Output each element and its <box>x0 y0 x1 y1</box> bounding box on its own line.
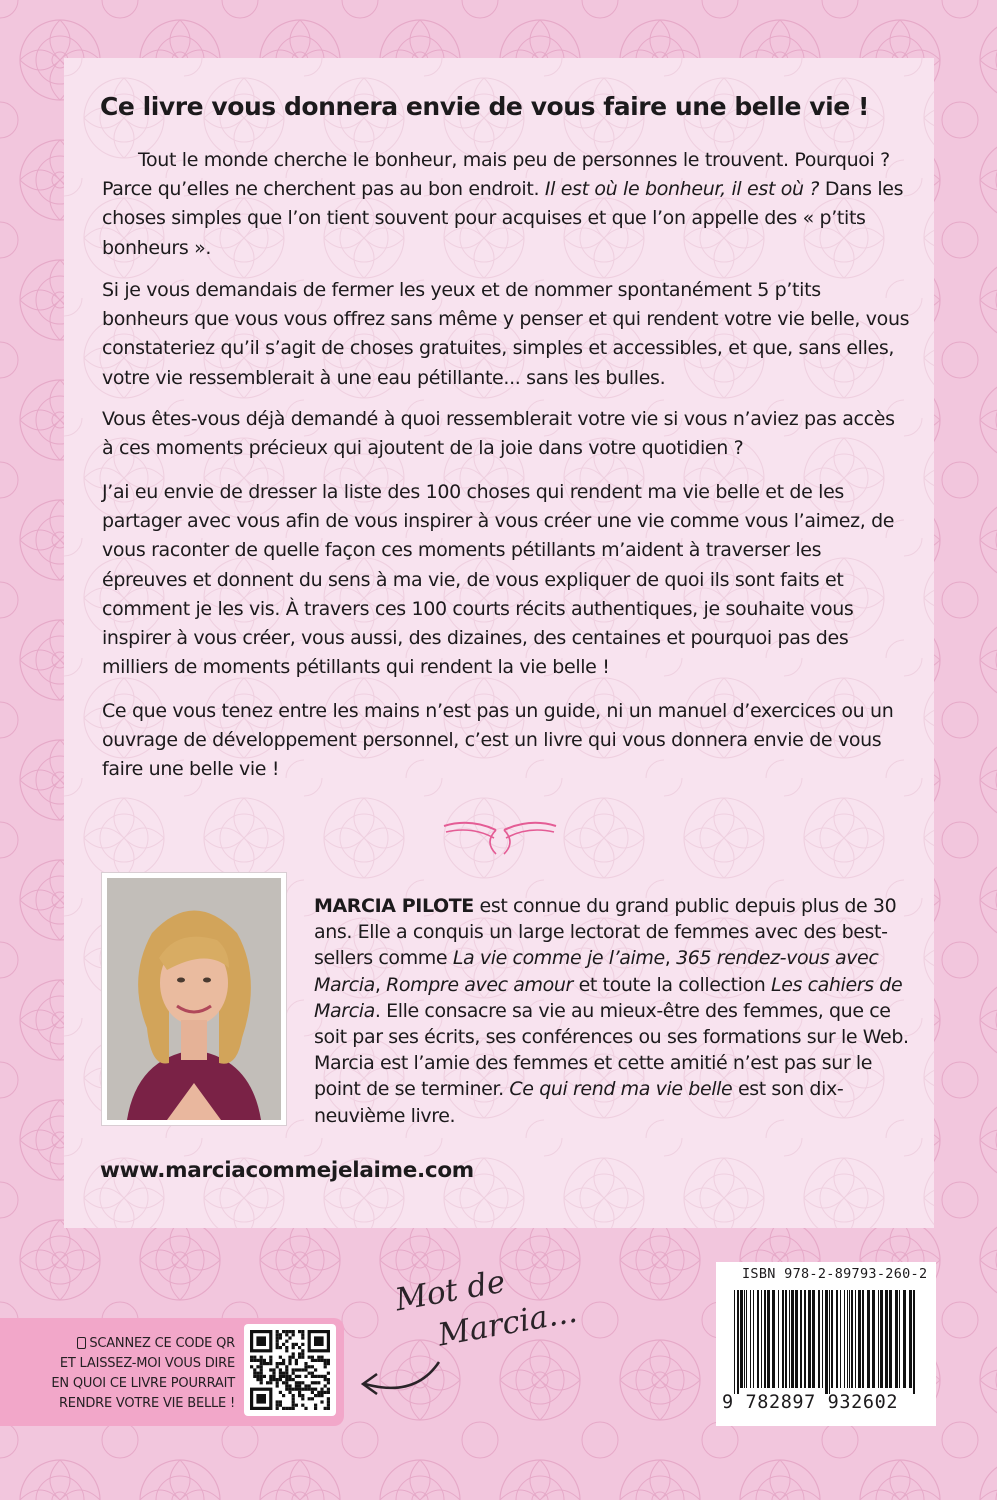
isbn-label: ISBN 978-2-89793-260-2 <box>742 1266 928 1282</box>
bio-text-4: est son dix-neuvième livre. <box>314 1078 844 1127</box>
bio-sep-2: , <box>374 973 387 996</box>
paragraph-1-text-b: Dans les choses simples que l’on tient souvent pour acquises et que l’on appelle des « p’tits bonheurs ». <box>102 178 904 259</box>
flourish-ornament <box>440 812 560 862</box>
author-photo <box>101 872 287 1126</box>
qr-line-1 <box>40 1334 235 1354</box>
paragraph-1-text-a: Tout le monde cherche le bonheur, mais peu de personnes le trouvent. Pourquoi ? Parce qu’elles ne cherchent pas au bon endroit. <box>102 149 890 201</box>
qr-line-1-text: SCANNEZ CE CODE QR <box>89 1336 235 1351</box>
bio-text-3: . Elle consacre sa vie au mieux-être des femmes, que ce soit par ses écrits, ses conférences ou ses formations sur le Web. Marcia est l’amie des femmes et cette amitié n’est pas sur le point de se terminer. <box>314 999 909 1101</box>
handwritten-line-2: Marcia... <box>435 1293 580 1354</box>
book-title-5: Ce qui rend ma vie belle <box>509 1078 733 1101</box>
book-title-4: Les cahiers de Marcia <box>314 973 903 1022</box>
arrow-icon <box>355 1340 445 1400</box>
website-link[interactable]: www.marciacommejelaime.com <box>100 1158 474 1183</box>
page-title: Ce livre vous donnera envie de vous faire une belle vie ! <box>100 92 869 121</box>
paragraph-3: Vous êtes-vous déjà demandé à quoi ressemblerait votre vie si vous n’aviez pas accès à ces moments précieux qui ajoutent de la joie dans votre quotidien ? <box>102 408 895 460</box>
qr-code[interactable] <box>244 1324 336 1416</box>
paragraph-4: J’ai eu envie de dresser la liste des 100 choses qui rendent ma vie belle et de les partager avec vous afin de vous inspirer à vous créer une vie comme vous l’aimez, de vous raconter de quelle façon ces moments pétillants m’aident à traverser les épreuves et donnent du sens à ma vie, de vous expliquer de quoi ils sont faits et comment je les vis. À travers ces 100 courts récits authentiques, je souhaite vous inspirer à vous créer, vous aussi, des dizaines, des centaines et pourquoi pas des milliers de moments pétillants qui rendent la vie belle ! <box>102 481 895 679</box>
book-title-1: La vie comme je l’aime <box>452 947 665 970</box>
paragraph-5: Ce que vous tenez entre les mains n’est pas un guide, ni un manuel d’exercices ou un ouvrage de développement personnel, c’est un livre qui vous donnera envie de vous faire une belle vie ! <box>102 700 894 781</box>
author-bio <box>314 893 910 1129</box>
handwritten-line-1: Mot de <box>392 1263 509 1319</box>
qr-line-4: RENDRE VOTRE VIE BELLE ! <box>58 1396 235 1411</box>
book-title-2: 365 rendez-vous avec Marcia <box>314 947 879 996</box>
paragraph-1 <box>102 146 910 263</box>
bio-sep-1: , <box>664 947 677 970</box>
bio-text-2: et toute la collection <box>572 973 772 996</box>
paragraph-2: Si je vous demandais de fermer les yeux et de nommer spontanément 5 p’tits bonheurs que vous vous offrez sans même y penser et qui rendent votre vie belle, vous constateriez qu’il s’agit de choses gratuites, simples et accessibles, et que, sans elles, votre vie ressemblerait à une eau pétillante... sans les bulles. <box>102 279 910 389</box>
author-portrait-image <box>107 878 281 1120</box>
isbn-barcode <box>730 1290 924 1394</box>
qr-line-3: EN QUOI CE LIVRE POURRAIT <box>51 1376 235 1391</box>
author-name: MARCIA PILOTE <box>314 895 474 917</box>
paragraph-1-italic: Il est où le bonheur, il est où ? <box>544 178 820 201</box>
bio-text-1: est connue du grand public depuis plus de 30 ans. Elle a conquis un large lectorat de femmes avec des best-sellers comme <box>314 895 897 970</box>
book-title-3: Rompre avec amour <box>386 973 573 996</box>
qr-instructions <box>40 1334 235 1414</box>
qr-line-2: ET LAISSEZ-MOI VOUS DIRE <box>59 1356 235 1371</box>
barcode-digits: 9 782897 932602 <box>722 1392 899 1413</box>
phone-icon <box>77 1337 86 1349</box>
